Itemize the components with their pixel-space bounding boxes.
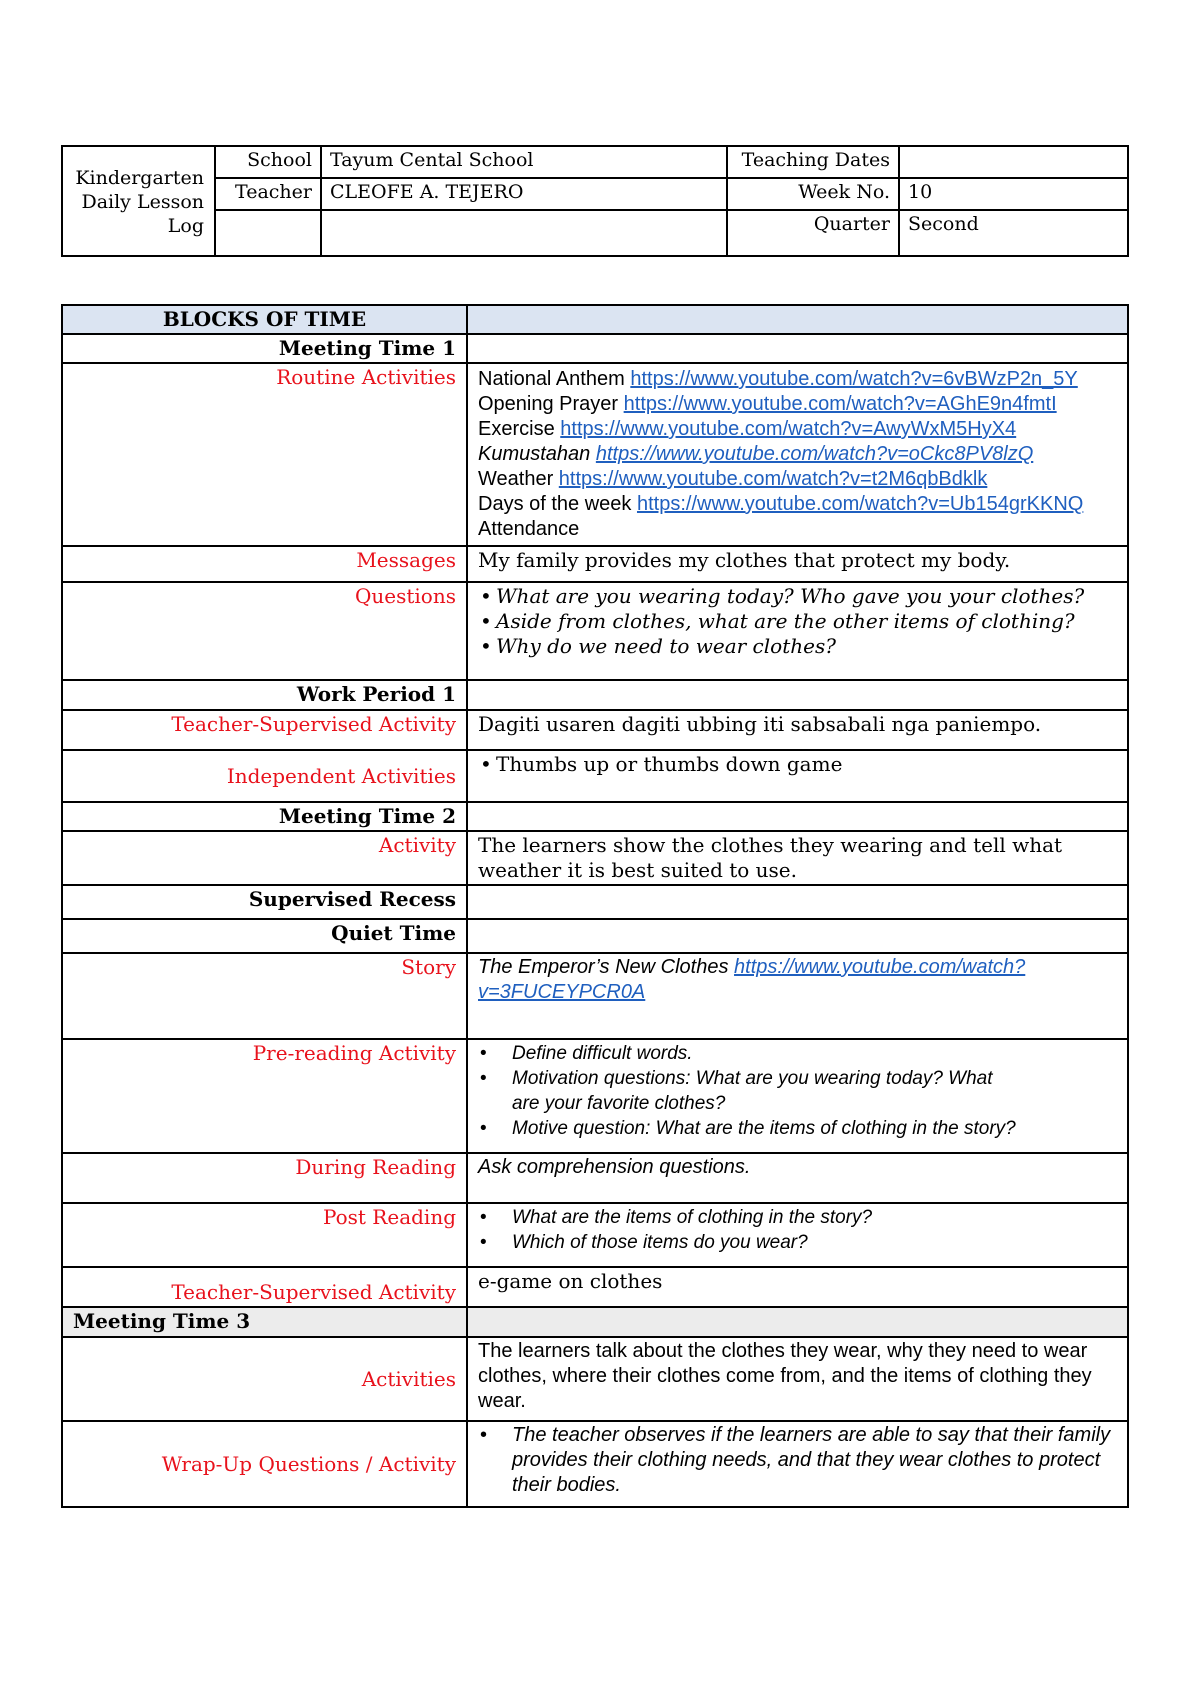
lesson-log-header-table <box>61 145 1129 257</box>
meeting-time-1-title: Meeting Time 1 <box>62 334 467 363</box>
youtube-link[interactable]: https://www.youtube.com/watch?v=AwyWxM5HyX4 <box>560 418 1017 440</box>
during-reading-text: Ask comprehension questions. <box>467 1153 1128 1203</box>
pre-reading-list <box>467 1039 1128 1153</box>
empty-cell <box>467 919 1128 953</box>
post-reading-item: • Which of those items do you wear? <box>478 1230 1119 1255</box>
teacher-supervised-activity-text: Dagiti usaren dagiti ubbing iti sabsabali nga paniempo. <box>467 710 1128 750</box>
routine-activities-label: Routine Activities <box>62 363 467 546</box>
independent-activity-item: • Thumbs up or thumbs down game <box>478 752 1119 777</box>
empty-cell <box>467 334 1128 363</box>
independent-activities-list <box>467 750 1128 802</box>
routine-activities-list <box>467 363 1128 546</box>
empty-cell <box>467 802 1128 831</box>
wrap-up-list <box>467 1421 1128 1507</box>
teacher-value: CLEOFE A. TEJERO <box>321 178 727 210</box>
youtube-link[interactable]: https://www.youtube.com/watch?v=oCkc8PV8lzQ <box>595 443 1034 465</box>
quiet-time-title: Quiet Time <box>62 919 467 953</box>
post-reading-list <box>467 1203 1128 1267</box>
pre-reading-item: • Define difficult words. <box>478 1041 1119 1066</box>
youtube-link[interactable]: https://www.youtube.com/watch?v=AGhE9n4fmtI <box>623 393 1057 415</box>
doc-title: Kindergarten Daily Lesson Log <box>62 146 215 256</box>
messages-label: Messages <box>62 546 467 582</box>
wrap-up-label: Wrap-Up Questions / Activity <box>62 1421 467 1507</box>
routine-item: Exercise https://www.youtube.com/watch?v=AwyWxM5HyX4 <box>478 418 1017 440</box>
empty-cell <box>467 680 1128 710</box>
teaching-dates-value <box>899 146 1128 178</box>
routine-item: Days of the week https://www.youtube.com/watch?v=Ub154grKKNQ <box>478 493 1084 515</box>
story-label: Story <box>62 953 467 1039</box>
pre-reading-activity-label: Pre-reading Activity <box>62 1039 467 1153</box>
header-blank <box>467 305 1128 334</box>
messages-text: My family provides my clothes that protect my body. <box>467 546 1128 582</box>
empty-cell <box>467 1307 1128 1337</box>
activities-label: Activities <box>62 1337 467 1421</box>
quarter-value: Second <box>899 210 1128 256</box>
activities-text: The learners talk about the clothes they wear, why they need to wear clothes, where their clothes come from, and the items of clothing they wear. <box>467 1337 1128 1421</box>
routine-item: Opening Prayer https://www.youtube.com/watch?v=AGhE9n4fmtI <box>478 393 1057 415</box>
question-item: • Why do we need to wear clothes? <box>478 634 1119 659</box>
teacher-supervised-activity-label: Teacher-Supervised Activity <box>62 710 467 750</box>
questions-label: Questions <box>62 582 467 680</box>
activity-text: The learners show the clothes they wearing and tell what weather it is best suited to use. <box>467 831 1128 885</box>
activity-label: Activity <box>62 831 467 885</box>
week-label: Week No. <box>727 178 899 210</box>
blocks-of-time-header: BLOCKS OF TIME <box>62 305 467 334</box>
pre-reading-item: • Motivation questions: What are you wearing today? What are your favorite clothes? <box>478 1066 1119 1116</box>
empty-cell <box>467 885 1128 919</box>
story-content <box>467 953 1128 1039</box>
work-period-1-title: Work Period 1 <box>62 680 467 710</box>
routine-item: National Anthem https://www.youtube.com/watch?v=6vBWzP2n_5Y <box>478 368 1078 390</box>
blocks-of-time-table <box>61 304 1129 1508</box>
teacher-label: Teacher <box>215 178 321 210</box>
routine-item: Kumustahan https://www.youtube.com/watch?v=oCkc8PV8lzQ <box>478 443 1034 465</box>
youtube-link[interactable]: https://www.youtube.com/watch?v=6vBWzP2n_5Y <box>630 368 1078 390</box>
quarter-label: Quarter <box>727 210 899 256</box>
teacher-supervised-activity-label: Teacher-Supervised Activity <box>62 1267 467 1307</box>
school-value: Tayum Cental School <box>321 146 727 178</box>
post-reading-label: Post Reading <box>62 1203 467 1267</box>
school-label: School <box>215 146 321 178</box>
wrap-up-item: • The teacher observes if the learners are able to say that their family provides their clothing needs, and that they wear clothes to protect their bodies. <box>478 1423 1119 1498</box>
questions-list <box>467 582 1128 680</box>
empty-cell <box>321 210 727 256</box>
supervised-recess-title: Supervised Recess <box>62 885 467 919</box>
independent-activities-label: Independent Activities <box>62 750 467 802</box>
empty-cell <box>215 210 321 256</box>
routine-item: Weather https://www.youtube.com/watch?v=t2M6qbBdklk <box>478 468 988 490</box>
meeting-time-2-title: Meeting Time 2 <box>62 802 467 831</box>
youtube-link[interactable]: https://www.youtube.com/watch?v=t2M6qbBdklk <box>558 468 988 490</box>
youtube-link[interactable]: https://www.youtube.com/watch?v=Ub154grKKNQ <box>636 493 1084 515</box>
story-title: The Emperor’s New Clothes <box>478 956 729 978</box>
question-item: • What are you wearing today? Who gave you your clothes? <box>478 584 1119 609</box>
pre-reading-item: • Motive question: What are the items of clothing in the story? <box>478 1116 1119 1141</box>
week-value: 10 <box>899 178 1128 210</box>
question-item: • Aside from clothes, what are the other items of clothing? <box>478 609 1119 634</box>
youtube-link[interactable]: https://www.youtube.com/watch?v=3FUCEYPCR0A <box>478 956 1026 1003</box>
post-reading-item: • What are the items of clothing in the story? <box>478 1205 1119 1230</box>
routine-item: Attendance <box>478 518 580 540</box>
teaching-dates-label: Teaching Dates <box>727 146 899 178</box>
teacher-supervised-activity-text: e-game on clothes <box>467 1267 1128 1307</box>
meeting-time-3-title: Meeting Time 3 <box>62 1307 467 1337</box>
during-reading-label: During Reading <box>62 1153 467 1203</box>
